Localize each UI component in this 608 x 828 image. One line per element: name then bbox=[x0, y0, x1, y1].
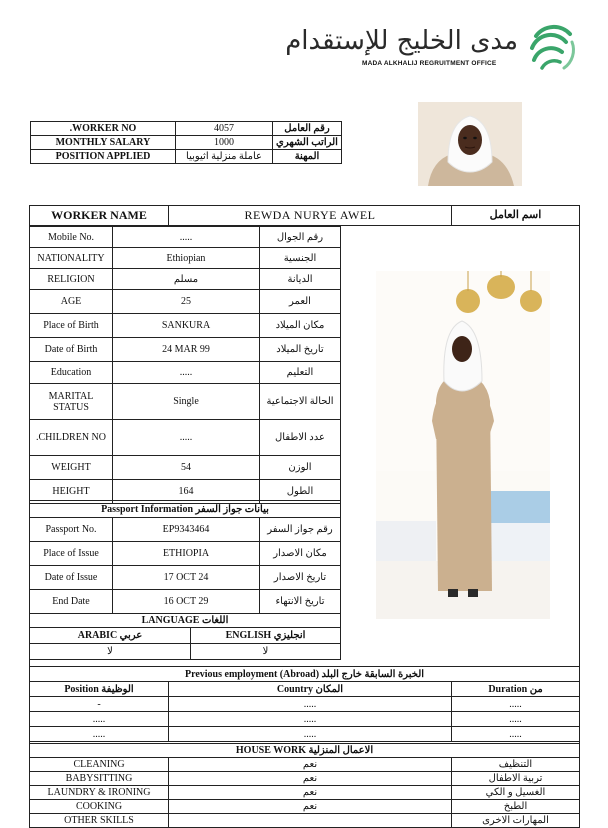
detail-value: SANKURA bbox=[113, 314, 260, 338]
passport-label: Date of Issue bbox=[30, 566, 113, 590]
detail-row bbox=[30, 456, 341, 480]
house-work-label-ar: تربية الاطفال bbox=[452, 772, 580, 786]
detail-value: ..... bbox=[113, 227, 260, 248]
detail-value: مسلم bbox=[113, 269, 260, 290]
detail-value: ..... bbox=[113, 420, 260, 456]
detail-value: Ethiopian bbox=[113, 248, 260, 269]
detail-row bbox=[30, 248, 341, 269]
detail-label-ar: الجنسية bbox=[260, 248, 341, 269]
passport-row bbox=[30, 542, 341, 566]
detail-label-ar: الوزن bbox=[260, 456, 341, 480]
top-table-row bbox=[31, 150, 342, 164]
top-table-label: MONTHLY SALARY bbox=[31, 136, 176, 150]
passport-row bbox=[30, 590, 341, 614]
detail-row bbox=[30, 384, 341, 420]
passport-value: ETHIOPIA bbox=[113, 542, 260, 566]
house-work-label: CLEANING bbox=[30, 758, 169, 772]
house-work-row bbox=[30, 758, 580, 772]
detail-label-ar: تاريخ الميلاد bbox=[260, 338, 341, 362]
detail-label: MARITAL STATUS bbox=[30, 384, 113, 420]
detail-value: 24 MAR 99 bbox=[113, 338, 260, 362]
details-table bbox=[29, 226, 341, 504]
employment-row bbox=[30, 712, 580, 727]
employment-title: Previous employment (Abroad) الخبرة السابقة خارج البلد bbox=[30, 667, 580, 682]
employment-header-country: Country المكان bbox=[169, 682, 452, 697]
logo-arabic-text: مدى الخليج للإستقدام bbox=[285, 26, 518, 56]
passport-value: 17 OCT 24 bbox=[113, 566, 260, 590]
logo-english-text: MADA ALKHALIJ REGRUITMENT OFFICE bbox=[362, 60, 497, 67]
detail-row bbox=[30, 314, 341, 338]
detail-row bbox=[30, 362, 341, 384]
detail-label-ar: رقم الجوال bbox=[260, 227, 341, 248]
detail-row bbox=[30, 290, 341, 314]
employment-country: ..... bbox=[169, 697, 452, 712]
top-table-value: 4057 bbox=[176, 122, 273, 136]
detail-value: 54 bbox=[113, 456, 260, 480]
detail-value: 164 bbox=[113, 480, 260, 504]
house-work-row bbox=[30, 800, 580, 814]
detail-label: Education bbox=[30, 362, 113, 384]
employment-duration: ..... bbox=[452, 727, 580, 742]
employment-table bbox=[29, 666, 580, 742]
logo-emblem-icon bbox=[526, 22, 578, 74]
house-work-table bbox=[29, 743, 580, 828]
detail-label-ar: عدد الاطفال bbox=[260, 420, 341, 456]
detail-label: NATIONALITY bbox=[30, 248, 113, 269]
detail-value: ..... bbox=[113, 362, 260, 384]
detail-value: 25 bbox=[113, 290, 260, 314]
detail-row bbox=[30, 338, 341, 362]
employment-position: ..... bbox=[30, 727, 169, 742]
house-work-value: نعم bbox=[169, 758, 452, 772]
detail-label: WEIGHT bbox=[30, 456, 113, 480]
employment-row bbox=[30, 727, 580, 742]
house-work-label: COOKING bbox=[30, 800, 169, 814]
passport-title: Passport Information بيانات جواز السفر bbox=[30, 501, 341, 518]
house-work-label-ar: الغسيل و الكي bbox=[452, 786, 580, 800]
house-work-value: نعم bbox=[169, 800, 452, 814]
english-language-value: لا bbox=[191, 644, 341, 660]
detail-value: Single bbox=[113, 384, 260, 420]
employment-country: ..... bbox=[169, 712, 452, 727]
detail-label-ar: الحالة الاجتماعية bbox=[260, 384, 341, 420]
top-table-row bbox=[31, 122, 342, 136]
worker-name-label: WORKER NAME bbox=[30, 206, 169, 226]
worker-portrait-photo bbox=[418, 102, 522, 186]
passport-label: Place of Issue bbox=[30, 542, 113, 566]
employment-country: ..... bbox=[169, 727, 452, 742]
employment-header-duration: Duration من bbox=[452, 682, 580, 697]
employment-header-position: Position الوظيفة bbox=[30, 682, 169, 697]
top-table-label: POSITION APPLIED bbox=[31, 150, 176, 164]
passport-label: End Date bbox=[30, 590, 113, 614]
house-work-label-ar: التنظيف bbox=[452, 758, 580, 772]
employment-duration: ..... bbox=[452, 712, 580, 727]
passport-label-ar: تاريخ الانتهاء bbox=[260, 590, 341, 614]
detail-label-ar: العمر bbox=[260, 290, 341, 314]
detail-label: Mobile No. bbox=[30, 227, 113, 248]
detail-label-ar: مكان الميلاد bbox=[260, 314, 341, 338]
house-work-label: LAUNDRY & IRONING bbox=[30, 786, 169, 800]
detail-row bbox=[30, 269, 341, 290]
house-work-label: BABYSITTING bbox=[30, 772, 169, 786]
worker-name-table bbox=[29, 205, 580, 226]
english-language-label: ENGLISH انجليزي bbox=[191, 628, 341, 644]
detail-label: .CHILDREN NO bbox=[30, 420, 113, 456]
employment-position: ..... bbox=[30, 712, 169, 727]
employment-row bbox=[30, 697, 580, 712]
passport-value: EP9343464 bbox=[113, 518, 260, 542]
worker-name-label-ar: اسم العامل bbox=[452, 206, 580, 226]
house-work-title: HOUSE WORK الاعمال المنزلية bbox=[30, 744, 580, 758]
top-table-label-ar: المهنة bbox=[273, 150, 342, 164]
house-work-value: نعم bbox=[169, 786, 452, 800]
arabic-language-label: ARABIC عربي bbox=[30, 628, 191, 644]
passport-label-ar: مكان الاصدار bbox=[260, 542, 341, 566]
passport-row bbox=[30, 518, 341, 542]
detail-label: AGE bbox=[30, 290, 113, 314]
employment-duration: ..... bbox=[452, 697, 580, 712]
house-work-label: OTHER SKILLS bbox=[30, 814, 169, 828]
worker-name-value: REWDA NURYE AWEL bbox=[169, 206, 452, 226]
passport-label-ar: رقم جواز السفر bbox=[260, 518, 341, 542]
detail-label-ar: الديانة bbox=[260, 269, 341, 290]
detail-row bbox=[30, 227, 341, 248]
house-work-label-ar: المهارات الاخرى bbox=[452, 814, 580, 828]
company-logo bbox=[285, 22, 582, 78]
top-table-value: عاملة منزلية اثيوبيا bbox=[176, 150, 273, 164]
house-work-label-ar: الطبخ bbox=[452, 800, 580, 814]
house-work-row bbox=[30, 814, 580, 828]
house-work-row bbox=[30, 786, 580, 800]
top-info-table bbox=[30, 121, 342, 164]
top-table-label-ar: رقم العامل bbox=[273, 122, 342, 136]
passport-row bbox=[30, 566, 341, 590]
detail-label: Date of Birth bbox=[30, 338, 113, 362]
top-table-row bbox=[31, 136, 342, 150]
house-work-value bbox=[169, 814, 452, 828]
house-work-value: نعم bbox=[169, 772, 452, 786]
passport-value: 16 OCT 29 bbox=[113, 590, 260, 614]
arabic-language-value: لا bbox=[30, 644, 191, 660]
detail-label-ar: التعليم bbox=[260, 362, 341, 384]
detail-row bbox=[30, 420, 341, 456]
detail-label-ar: الطول bbox=[260, 480, 341, 504]
employment-position: - bbox=[30, 697, 169, 712]
detail-label: HEIGHT bbox=[30, 480, 113, 504]
house-work-row bbox=[30, 772, 580, 786]
language-title: LANGUAGE اللغات bbox=[30, 614, 341, 628]
language-table bbox=[29, 613, 341, 660]
passport-section bbox=[29, 500, 341, 614]
top-table-label: .WORKER NO bbox=[31, 122, 176, 136]
detail-label: Place of Birth bbox=[30, 314, 113, 338]
worker-full-photo bbox=[376, 271, 550, 619]
top-table-label-ar: الراتب الشهري bbox=[273, 136, 342, 150]
passport-label: Passport No. bbox=[30, 518, 113, 542]
passport-label-ar: تاريخ الاصدار bbox=[260, 566, 341, 590]
top-table-value: 1000 bbox=[176, 136, 273, 150]
detail-label: RELIGION bbox=[30, 269, 113, 290]
